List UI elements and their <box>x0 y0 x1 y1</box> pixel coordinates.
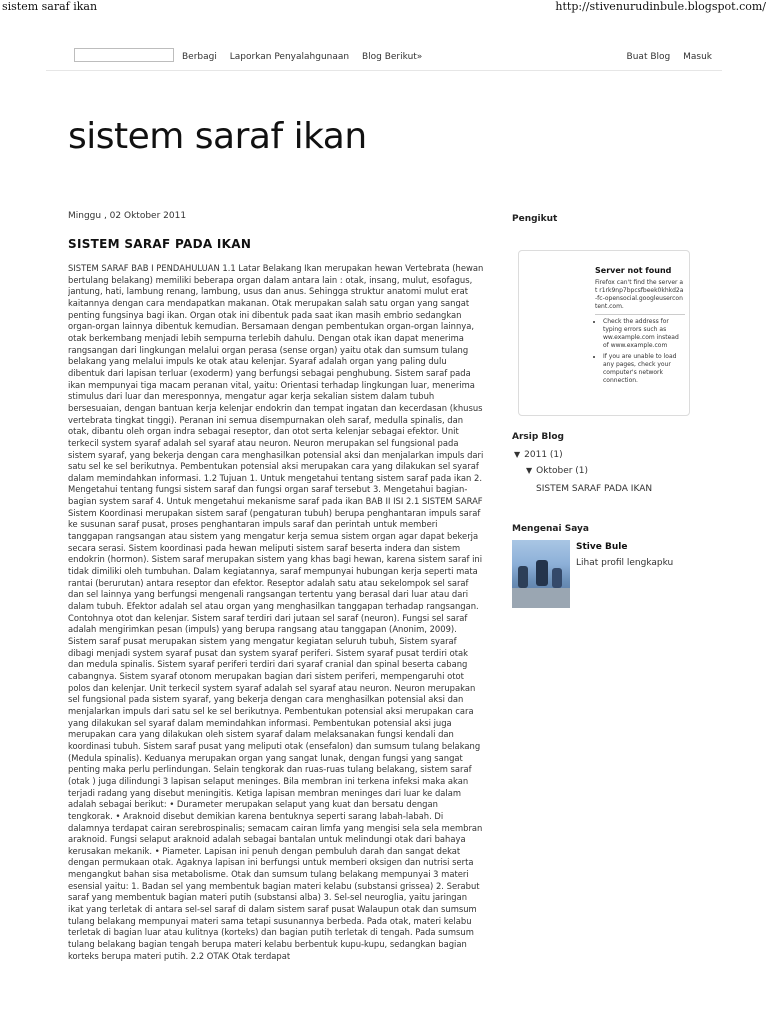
post-date: Minggu , 02 Oktober 2011 <box>68 211 187 221</box>
archive-month[interactable] <box>526 466 588 476</box>
print-header-title: sistem saraf ikan <box>2 0 98 13</box>
archive-month-label[interactable]: Oktober (1) <box>536 466 589 476</box>
error-tip: • Check the address for typing errors such as ww.example.com instead of www.example.com <box>603 318 685 350</box>
blogger-navbar <box>46 44 722 71</box>
error-title: Server not found <box>595 266 672 275</box>
navbar-account-links <box>617 52 712 62</box>
print-header <box>0 0 768 14</box>
next-blog-link[interactable]: Blog Berikut» <box>361 52 423 62</box>
archive-year[interactable] <box>514 450 563 460</box>
error-tips <box>595 318 685 385</box>
archive-year-label[interactable]: 2011 (1) <box>524 450 563 460</box>
about-heading: Mengenai Saya <box>512 524 589 534</box>
error-text: Firefox can't find the server at r1rk9np7bpcsfbeek0khkd2a-fc-opensocial.googleusercontent.com. <box>595 279 684 310</box>
photo-figure <box>536 560 548 586</box>
navbar-links <box>182 52 432 62</box>
followers-heading: Pengikut <box>512 214 558 224</box>
post-body: SISTEM SARAF BAB I PENDAHULUAN 1.1 Latar Belakang Ikan merupakan hewan Vertebrata (hewan bertulang belakang) memiliki beberapa organ dalam antara lain : otak, insang, mulut, esofagus, jantung, hati, lambung renang, lambung, usus dan anus. Sehingga struktur anatomi mulut erat kaitannya dengan cara mendapatkan makanan. Otak merupakan salah satu organ yang sangat penting fungsinya bagi ikan. Organ otak ini dibentuk pada saat ikan masih embrio sedangkan organ-organ lainnya dibentuk kemudian. Bersamaan dengan pembentukan organ-organ lainnya, otak berkembang menjadi lebih sempurna terlebih dahulu. Dengan otak ikan dapat menerima rangsangan dari lingkungan melalui organ perasa (sense organ) yaitu otak dan sumsum tulang belakang yang melalui impuls ke otak atau kelenjar. Syaraf adalah organ yang paling dulu dibentuk dari lapisan terluar (exoderm) yang berfungsi sebagai penghubung. Sistem saraf pada ikan mempunyai tiga macam peranan vital, yaitu: Orientasi terhadap lingkungan luar, menerima stimulus dari luar dan meresponnya, mengatur agar kerja sekalian sistem dalam tubuh bersesuaian, dengan bantuan kerja kelenjar endokrin dan tempat ingatan dan kecerdasan (khusus vertebrata tingkat tinggi). Peranan ini semua disempurnakan oleh saraf, medulla spinalis, dan otak, dibantu oleh organ indra sebagai reseptor, dan otot serta kelenjar sebagai efektor. Unit terkecil system syaraf adalah sel syaraf atau neuron. Neuron merupakan sel fungsional pada sistem syaraf, yang bekerja dengan cara menghasilkan potensial aksi dan menjalarkan impuls dari satu sel ke sel berikutnya. Pembentukan potensial aksi merupakan cara yang dilakukan sel syaraf dalam memindahkan informasi. 1.2 Tujuan 1. Untuk mengetahui tentang sistem saraf pada ikan 2. Mengetahui tentang fungsi sistem saraf dan fungsi organ saraf tersebut 3. Mengetahui bagian-bagian system saraf 4. Untuk mengetahui mekanisme saraf pada ikan BAB II ISI 2.1 SISTEM SARAF Sistem Koordinasi merupakan sistem saraf (pengaturan tubuh) berupa penghantaran impuls saraf ke susunan saraf pusat, proses penghantaran impuls saraf dan perintah untuk memberi tanggapan rangsangan atau sistem yang mengatur kerja semua sistem organ agar dapat bekerja secara serasi. Sistem koordinasi pada hewan meliputi sistem saraf beserta indera dan sistem endokrin (hormon). Sistem saraf merupakan sistem yang khas bagi hewan, karena sistem saraf ini tidak dimiliki oleh tumbuhan. Dalam kegiatannya, saraf mempunyai hubungan kerja seperti mata rantai (berurutan) antara reseptor dan efektor. Reseptor adalah satu atau sekelompok sel saraf dan sel lainnya yang berfungsi mengenali rangsangan tertentu yang berasal dari luar atau dari dalam tubuh. Efektor adalah sel atau organ yang menghasilkan tanggapan terhadap rangsangan. Contohnya otot dan kelenjar. Sistem saraf terdiri dari jutaan sel saraf (neuron). Fungsi sel saraf adalah mengirimkan pesan (impuls) yang berupa rangsang atau tanggapan (Anonim, 2009). Sistem saraf pusat merupakan sistem yang mengatur kegiatan seluruh tubuh, Sistem syaraf dibagi menjadi system syaraf pusat dan system syaraf periferi. Sistem syaraf pusat terdiri otak dan medula spinalis. Sistem syaraf periferi terdiri dari syaraf cranial dan spinal beserta cabang cabangnya. Sistem syaraf otonom merupakan bagian dari sistem periferi, mempengaruhi otot polos dan kelenjar. Unit terkecil system syaraf adalah sel syaraf atau neuron. Neuron merupakan sel fungsional pada sistem syaraf, yang bekerja dengan cara menghasilkan potensial aksi dan menjalarkan impuls dari satu sel ke sel berikutnya. Pembentukan potensial aksi merupakan cara yang dilakukan sel syaraf dalam memindahkan informasi. Pembentukan potensial aksi juga merupakan cara yang dilakukan oleh sistem syaraf dalam melaksanakan fungsi kendali dan koordinasi tubuh. Sistem saraf pusat yang meliputi otak (ensefalon) dan sumsum tulang belakang (Medula spinalis). Keduanya merupakan organ yang sangat lunak, dengan fungsi yang sangat penting maka perlu perlindungan. Selain tengkorak dan ruas-ruas tulang belakang, sistem saraf (otak ) juga dilindungi 3 lapisan selaput meninges. Bila membran ini terkena infeksi maka akan terjadi radang yang disebut meningitis. Ketiga lapisan membran meninges dari luar ke dalam adalah sebagai berikut: • Durameter merupakan selaput yang kuat dan bersatu dengan tengkorak. • Araknoid disebut demikian karena bentuknya seperti sarang labah-labah. Di dalamnya terdapat cairan serebrospinalis; semacam cairan limfa yang mengisi sela sela membran araknoid. Fungsi selaput araknoid adalah sebagai bantalan untuk melindungi otak dari bahaya kerusakan mekanik. • Piameter. Lapisan ini penuh dengan pembuluh darah dan sangat dekat dengan permukaan otak. Agaknya lapisan ini berfungsi untuk memberi oksigen dan nutrisi serta mengangkut bahan sisa metabolisme. Otak dan sumsum tulang belakang mempunyai 3 materi esensial yaitu: 1. Badan sel yang membentuk bagian materi kelabu (substansi grissea) 2. Serabut saraf yang membentuk bagian materi putih (substansi alba) 3. Sel-sel neuroglia, yaitu jaringan ikat yang terletak di antara sel-sel saraf di dalam sistem saraf pusat Walaupun otak dan sumsum tulang belakang mempunyai materi sama tetapi susunannya berbeda. Pada otak, materi kelabu terletak di bagian luar atau kulitnya (korteks) dan bagian putih terletak di tengah. Pada sumsum tulang belakang bagian tengah berupa materi kelabu berbentuk kupu-kupu, sedangkan bagian korteks berupa materi putih. 2.2 OTAK Otak terdapat <box>68 263 484 961</box>
navbar-search-input[interactable] <box>74 48 174 62</box>
profile-photo[interactable] <box>512 540 570 608</box>
create-blog-link[interactable]: Buat Blog <box>626 52 671 62</box>
expand-triangle-icon[interactable]: ▼ <box>526 466 533 475</box>
error-tip: • If you are unable to load any pages, check your computer's network connection. <box>603 353 685 385</box>
photo-figure <box>552 568 562 588</box>
profile-name[interactable]: Stive Bule <box>576 542 628 552</box>
photo-ground <box>512 588 570 608</box>
report-abuse-link[interactable]: Laporkan Penyalahgunaan <box>229 52 350 62</box>
expand-triangle-icon[interactable]: ▼ <box>514 450 521 459</box>
sign-in-link[interactable]: Masuk <box>683 52 712 62</box>
post-title[interactable]: SISTEM SARAF PADA IKAN <box>68 237 252 251</box>
error-divider <box>595 314 685 315</box>
view-full-profile-link[interactable]: Lihat profil lengkapku <box>576 558 674 568</box>
share-link[interactable]: Berbagi <box>182 52 217 62</box>
followers-error-frame <box>595 267 685 388</box>
archive-post-link[interactable]: SISTEM SARAF PADA IKAN <box>536 484 653 494</box>
photo-figure <box>518 566 528 588</box>
archive-heading: Arsip Blog <box>512 432 564 442</box>
followers-widget <box>518 250 690 416</box>
blog-title[interactable]: sistem saraf ikan <box>68 116 367 157</box>
print-header-url: http://stivenurudinbule.blogspot.com/ <box>555 0 766 13</box>
